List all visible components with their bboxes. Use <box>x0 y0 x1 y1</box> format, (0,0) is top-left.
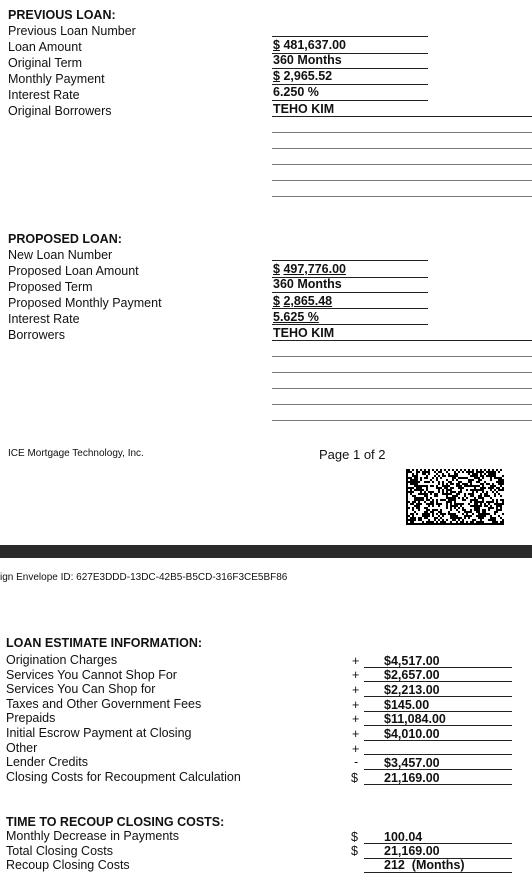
rule <box>272 292 428 293</box>
minus-sign: - <box>354 755 359 769</box>
rule <box>272 36 428 37</box>
new-loan-number-label: New Loan Number <box>8 248 113 262</box>
borrowers-value: TEHO KIM <box>273 326 335 340</box>
interest-rate-label: Interest Rate <box>8 88 80 102</box>
proposed-term-label: Proposed Term <box>8 280 93 294</box>
loan-estimate-heading: LOAN ESTIMATE INFORMATION: <box>6 636 203 650</box>
rule <box>272 324 428 325</box>
lender-credits-label: Lender Credits <box>6 755 88 770</box>
original-term-value: 360 Months <box>273 53 342 67</box>
blank-rule <box>272 148 532 149</box>
recoup-closing-costs-label: Recoup Closing Costs <box>6 858 130 873</box>
loan-amount-label: Loan Amount <box>8 40 82 54</box>
rule <box>272 308 428 309</box>
recoup-heading: TIME TO RECOUP CLOSING COSTS: <box>6 815 225 829</box>
proposed-term-value: 360 Months <box>273 277 342 291</box>
taxes-fees-label: Taxes and Other Government Fees <box>6 696 202 711</box>
rule <box>272 100 428 101</box>
previous-loan-number-label: Previous Loan Number <box>8 24 136 38</box>
previous-loan-amount-value: $ 481,637.00 <box>273 38 346 52</box>
initial-escrow-value: $4,010.00 <box>384 727 440 741</box>
original-borrowers-label: Original Borrowers <box>8 104 112 118</box>
blank-rule <box>272 404 532 405</box>
closing-costs-recoup-value: 21,169.00 <box>384 771 440 785</box>
dollar-sign: $ <box>351 830 358 844</box>
blank-rule <box>272 388 532 389</box>
rule <box>272 340 532 341</box>
prepaids-label: Prepaids <box>6 711 56 726</box>
dollar-sign: $ <box>351 844 358 858</box>
previous-loan-heading: PREVIOUS LOAN: <box>8 8 116 22</box>
recoup-months-value: 212 (Months) <box>384 858 465 872</box>
proposed-loan-amount-label: Proposed Loan Amount <box>8 264 139 278</box>
blank-rule <box>272 164 532 165</box>
total-closing-costs-value: 21,169.00 <box>384 844 440 858</box>
currency-symbol: $ <box>273 294 280 308</box>
envelope-id: ign Envelope ID: 627E3DDD-13DC-42B5-B5CD-316F3CE5BF86 <box>0 572 288 583</box>
page-divider <box>0 545 532 558</box>
can-shop-label: Services You Can Shop for <box>6 682 156 697</box>
rule <box>364 681 512 682</box>
previous-monthly-payment-value: $ 2,965.52 <box>273 69 333 83</box>
origination-charges-value: $4,517.00 <box>384 654 440 668</box>
company-footer: ICE Mortgage Technology, Inc. <box>8 448 144 459</box>
dollar-sign: $ <box>351 771 358 785</box>
rule <box>272 116 532 117</box>
blank-rule <box>272 420 532 421</box>
proposed-monthly-payment-value: $ 2,865.48 <box>273 294 333 308</box>
proposed-interest-rate-label: Interest Rate <box>8 312 80 326</box>
page-number: Page 1 of 2 <box>319 447 386 462</box>
proposed-interest-rate-value: 5.625 % <box>273 310 319 324</box>
previous-loan-labels <box>8 23 136 119</box>
lender-credits-value: $3,457.00 <box>384 756 440 770</box>
previous-interest-rate-value: 6.250 % <box>273 85 319 99</box>
total-closing-costs-label: Total Closing Costs <box>6 843 113 858</box>
proposed-loan-labels <box>8 247 162 343</box>
plus-sign: + <box>352 668 360 682</box>
plus-sign: + <box>352 698 360 712</box>
plus-sign: + <box>352 727 360 741</box>
rule <box>364 872 512 873</box>
original-term-label: Original Term <box>8 56 83 70</box>
rule <box>364 754 512 755</box>
blank-rule <box>272 372 532 373</box>
currency-symbol: $ <box>273 38 280 52</box>
recoup-labels <box>6 829 179 873</box>
blank-rule <box>272 132 532 133</box>
currency-symbol: $ <box>273 262 280 276</box>
plus-sign: + <box>352 742 360 756</box>
rule <box>364 769 512 770</box>
closing-costs-recoup-label: Closing Costs for Recoupment Calculation <box>6 769 241 784</box>
cannot-shop-label: Services You Cannot Shop For <box>6 667 177 682</box>
rule <box>272 260 428 261</box>
proposed-loan-heading: PROPOSED LOAN: <box>8 232 122 246</box>
monthly-decrease-value: 100.04 <box>384 830 423 844</box>
blank-rule <box>272 356 532 357</box>
rule <box>364 740 512 741</box>
plus-sign: + <box>352 654 360 668</box>
plus-sign: + <box>352 683 360 697</box>
currency-symbol: $ <box>273 69 280 83</box>
blank-rule <box>272 180 532 181</box>
proposed-loan-amount-value: $ 497,776.00 <box>273 262 346 276</box>
initial-escrow-label: Initial Escrow Payment at Closing <box>6 725 192 740</box>
blank-rule <box>272 196 532 197</box>
taxes-fees-value: $145.00 <box>384 698 430 712</box>
rule <box>364 784 512 785</box>
original-borrowers-value: TEHO KIM <box>273 102 335 116</box>
cannot-shop-value: $2,657.00 <box>384 668 440 682</box>
plus-sign: + <box>352 712 360 726</box>
can-shop-value: $2,213.00 <box>384 683 440 697</box>
prepaids-value: $11,084.00 <box>384 712 446 726</box>
monthly-payment-label: Monthly Payment <box>8 72 105 86</box>
monthly-decrease-label: Monthly Decrease in Payments <box>6 829 179 843</box>
origination-charges-label: Origination Charges <box>6 653 118 667</box>
loan-estimate-labels <box>6 653 241 784</box>
borrowers-label: Borrowers <box>8 328 65 342</box>
proposed-monthly-payment-label: Proposed Monthly Payment <box>8 296 162 310</box>
other-label: Other <box>6 740 38 755</box>
barcode-image <box>406 469 504 525</box>
rule <box>364 696 512 697</box>
rule <box>364 725 512 726</box>
